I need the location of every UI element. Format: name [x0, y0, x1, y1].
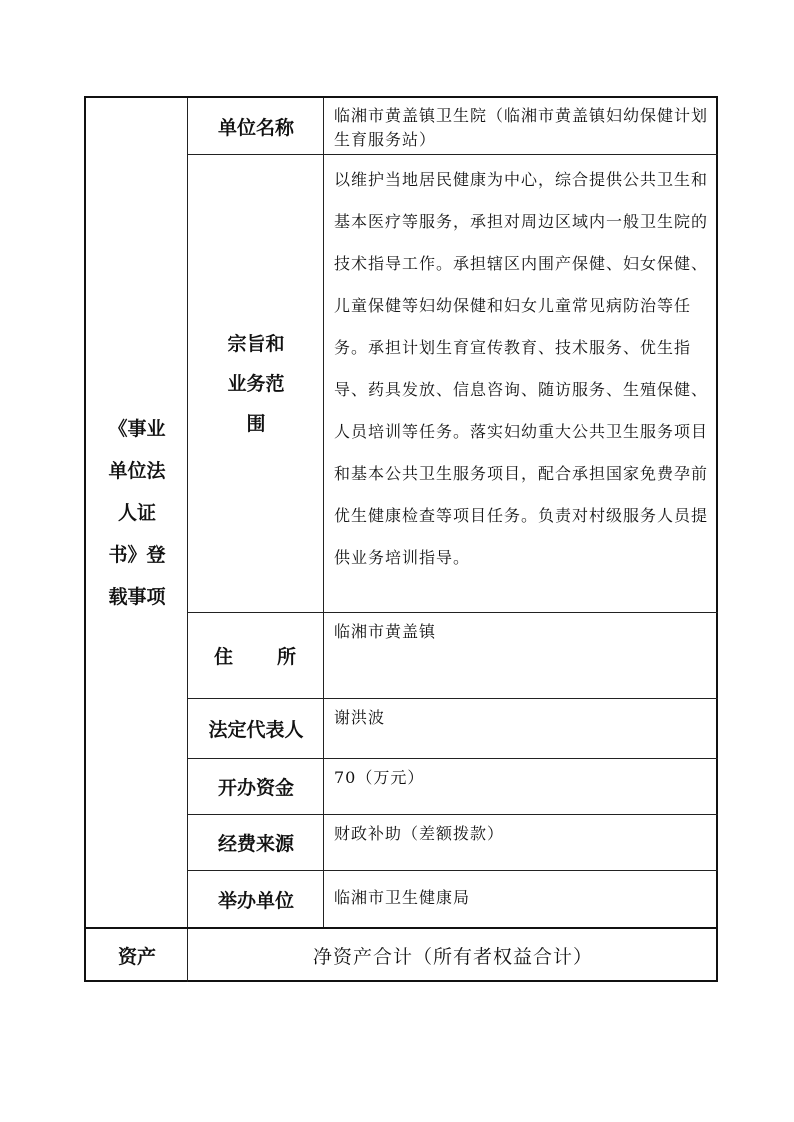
legal-rep-label: 法定代表人: [208, 719, 304, 741]
capital-value: 70（万元）: [334, 768, 425, 787]
sponsor-value: 临湘市卫生健康局: [334, 888, 471, 907]
scope-label: 宗旨和业务范围: [227, 332, 285, 435]
legal-rep-value: 谢洪波: [334, 708, 386, 727]
funding-value: 财政补助（差额拨款）: [334, 824, 505, 843]
assets-label: 资产: [117, 945, 156, 968]
address-label: 住 所: [213, 646, 298, 668]
capital-label: 开办资金: [217, 777, 294, 799]
unit-name-value: 临湘市黄盖镇卫生院（临湘市黄盖镇妇幼保健计划生育服务站）: [334, 106, 709, 149]
unit-name-label: 单位名称: [217, 116, 294, 139]
assets-value: 净资产合计（所有者权益合计）: [312, 945, 593, 968]
address-value: 临湘市黄盖镇: [334, 622, 437, 641]
side-label: 《事业单位法人证书》登载事项: [108, 418, 166, 608]
sponsor-label: 举办单位: [217, 889, 294, 912]
scope-value: 以维护当地居民健康为中心，综合提供公共卫生和基本医疗等服务，承担对周边区域内一般卫生院的技术指导工作。承担辖区内围产保健、妇女保健、儿童保健等妇幼保健和妇女儿童常见病防治等任务。承担计划生育宣传教育、技术服务、优生指导、药具发放、信息咨询、随访服务、生殖保健、人员培训等任务。落实妇幼重大公共卫生服务项目和基本公共卫生服务项目，配合承担国家免费孕前优生健康检查等项目任务。负责对村级服务人员提供业务培训指导。: [334, 170, 709, 567]
side-label-cell: [86, 98, 188, 928]
funding-label: 经费来源: [217, 833, 294, 855]
registration-table: [84, 96, 718, 982]
